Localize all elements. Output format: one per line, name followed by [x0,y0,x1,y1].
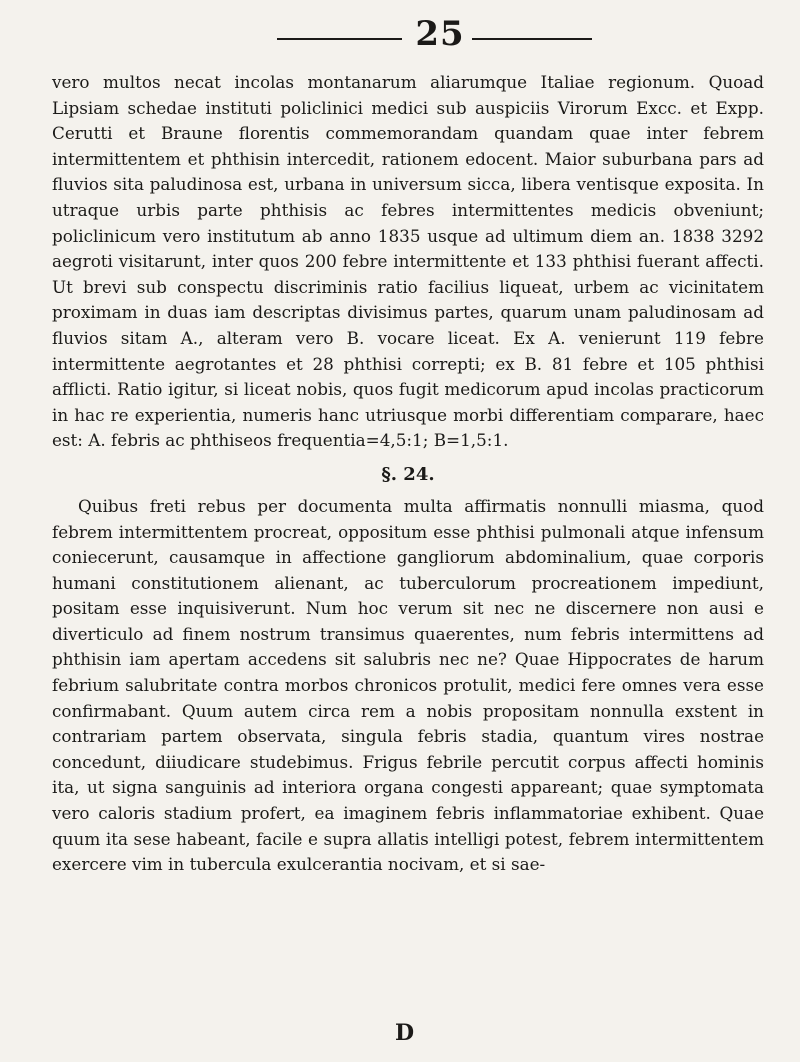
header-rule-left [277,38,402,40]
paragraph-1: vero multos necat incolas montanarum aliarumque Italiae regionum. Quoad Lipsiam schedae instituti policlinici medici sub auspiciis Virorum Excc. et Expp. Cerutti et Braune florentis commemorandam quandam quae inter febrem intermittentem et phthisin intercedit, rationem edocent. Maior suburbana pars ad fluvios sita paludinosa est, urbana in universum sicca, libera ventisque exposita. In utraque urbis parte phthisis ac febres intermittentes medicis obveniunt; policlinicum vero institutum ab anno 1835 usque ad ultimum diem an. 1838 3292 aegroti visitarunt, inter quos 200 febre intermittente et 133 phthisi fuerant affecti. Ut brevi sub conspectu discriminis ratio facilius liqueat, urbem ac vicinitatem proximam in duas iam descriptas divisimus partes, quarum unam paludinosam ad fluvios sitam A., alteram vero B. vocare liceat. Ex A. venierunt 119 febre intermittente aegrotantes et 28 phthisi correpti; ex B. 81 febre et 105 phthisi afflicti. Ratio igitur, si liceat nobis, quos fugit medicorum apud incolas practicorum in hac re experientia, numeris hanc utriusque morbi differentiam comparare, haec est: A. febris ac phthiseos frequentia=4,5:1; B=1,5:1. [52,72,764,451]
page-header [52,0,764,70]
page-number: 25 [415,14,465,54]
body-text [52,70,764,878]
header-rule-right [472,38,592,40]
paragraph-2: Quibus freti rebus per documenta multa affirmatis nonnulli miasma, quod febrem intermittentem procreat, oppositum esse phthisi pulmonali atque infensum coniecerunt, causamque in affectione gangliorum abdominalium, quae corporis humani constitutionem alienant, ac tuberculorum procreationem impediunt, positam esse inquisiverunt. Num hoc verum sit nec ne discernere non ausi e diverticulo ad finem nostrum transimus quaerentes, num febris intermittens ad phthisin iam apertam accedens sit salubris nec ne? Quae Hippocrates de harum febrium salubritate contra morbos chronicos protulit, medici fere omnes vera esse confirmabant. Quum autem circa rem a nobis propositam nonnulla exstent in contrariam partem observata, singula febris stadia, quantum vires nostrae concedunt, diiudicare studebimus. Frigus febrile percutit corpus affecti hominis ita, ut signa sanguinis ad interiora organa congesti appareant; quae symptomata vero caloris stadium profert, ea imaginem febris inflammatoriae exhibent. Quae quum ita sese habeant, facile e supra allatis intelligi potest, febrem intermittentem exercere vim in tubercula exulcerantia nocivam, et si sae- [52,495,764,875]
section-heading: §. 24. [381,463,435,485]
signature-mark: D [395,1020,415,1046]
